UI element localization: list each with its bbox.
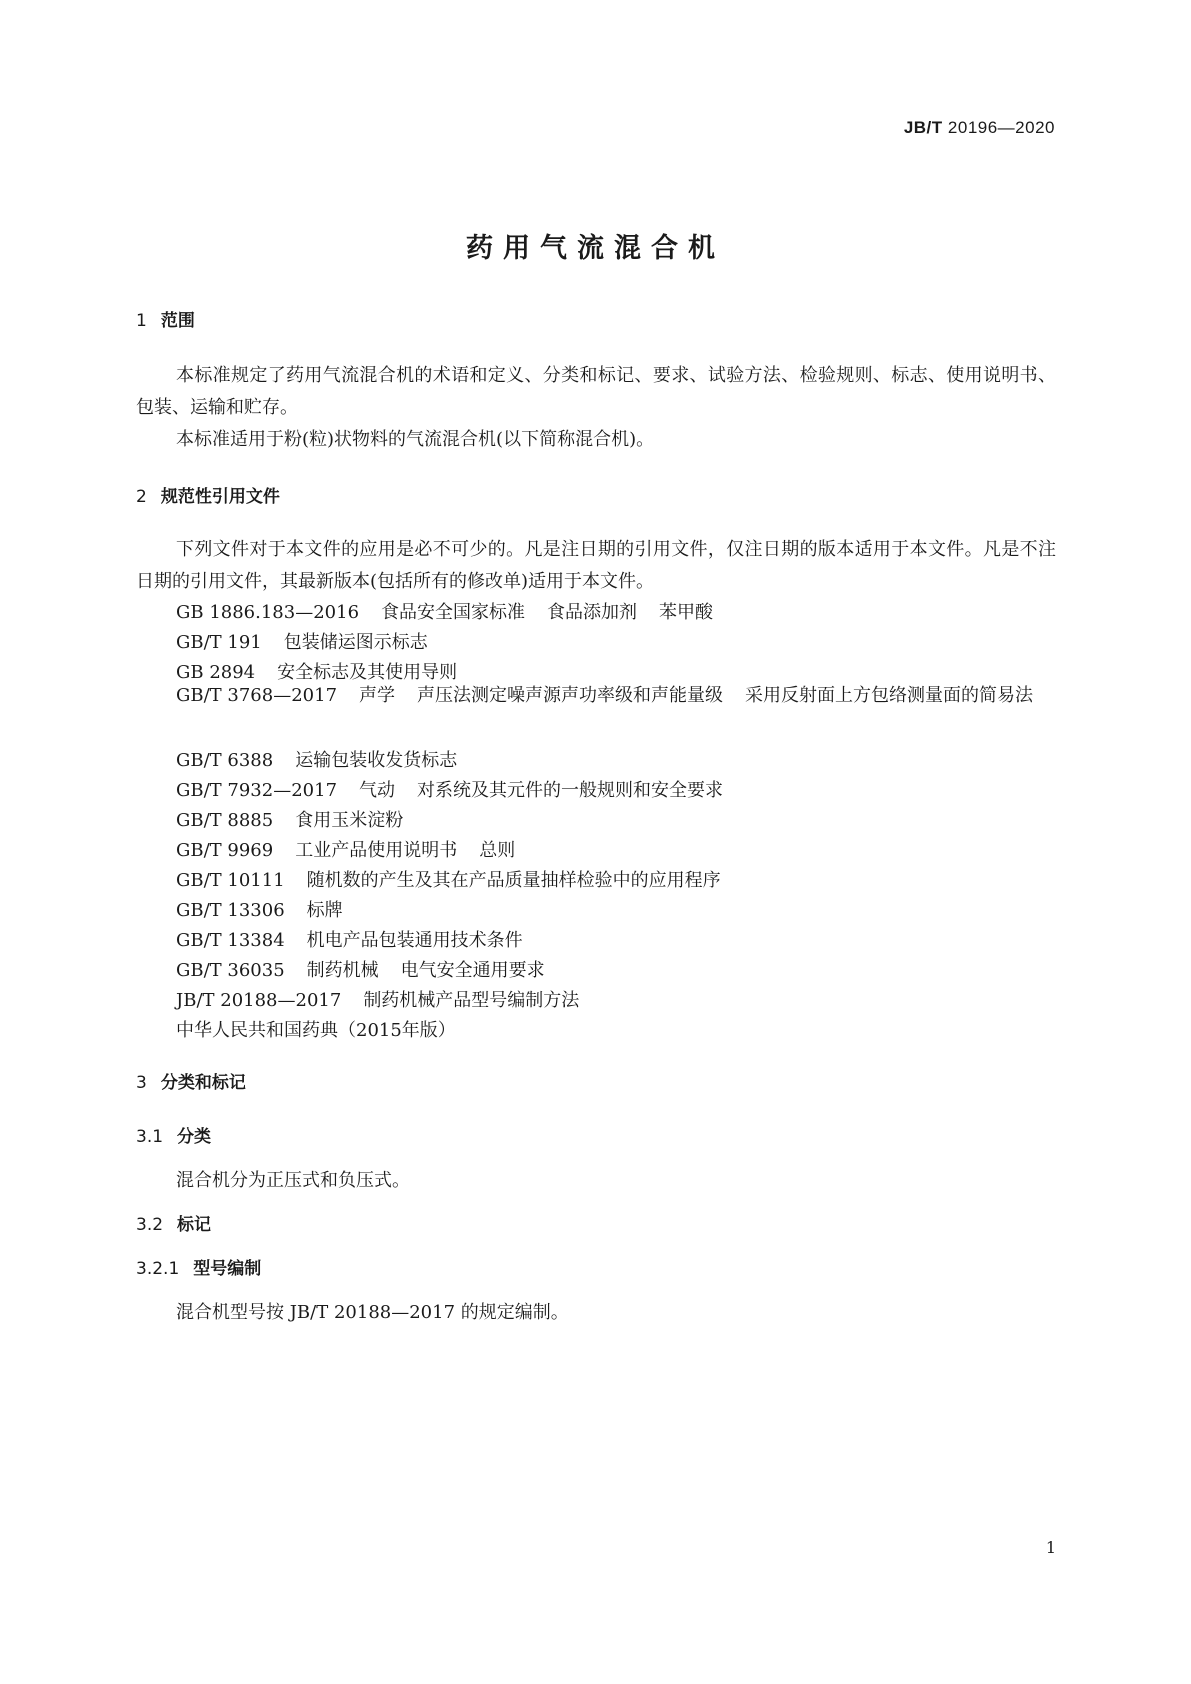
reference-item [176, 776, 723, 802]
reference-title: 总则 [479, 840, 516, 861]
reference-item [176, 806, 403, 832]
section-number: 3.2.1 [136, 1259, 180, 1279]
reference-code: GB/T 9969 [176, 840, 274, 861]
reference-title: 采用反射面上方包络测量面的简易法 [745, 685, 1034, 706]
standard-code-number: 20196—2020 [947, 118, 1055, 137]
reference-title: 苯甲酸 [659, 602, 714, 623]
reference-title: 标牌 [306, 900, 343, 921]
standard-code-prefix: JB/T [903, 118, 943, 137]
section-3-heading [136, 1068, 246, 1093]
reference-title: 制药机械产品型号编制方法 [363, 990, 580, 1011]
reference-item [176, 956, 545, 982]
reference-code: GB/T 8885 [176, 810, 274, 831]
reference-title: 对系统及其元件的一般规则和安全要求 [417, 780, 724, 801]
reference-title: 随机数的产生及其在产品质量抽样检验中的应用程序 [306, 870, 721, 891]
section-number: 3.1 [136, 1127, 164, 1147]
reference-code: GB/T 13306 [176, 900, 285, 921]
reference-item [176, 628, 428, 654]
document-title: 药用气流混合机 [466, 233, 725, 264]
reference-title: 工业产品使用说明书 [295, 840, 458, 861]
classification-text: 混合机分为正压式和负压式。 [176, 1170, 410, 1191]
section-3-1-heading [136, 1122, 211, 1147]
section-number: 2 [136, 487, 147, 507]
section-title: 分类 [177, 1127, 212, 1147]
section-3-2-heading [136, 1210, 211, 1235]
model-designation-text: 混合机型号按 JB/T 20188—2017 的规定编制。 [176, 1302, 569, 1323]
reference-item [176, 926, 523, 952]
reference-item [176, 836, 515, 862]
reference-title: 食品添加剂 [547, 602, 638, 623]
section-1-heading [136, 306, 195, 331]
reference-title: 食品安全国家标准 [381, 602, 526, 623]
section-title: 分类和标记 [160, 1073, 246, 1093]
page-number: 1 [1045, 1538, 1056, 1557]
reference-title: 声压法测定噪声源声功率级和声能量级 [417, 685, 724, 706]
reference-code: GB/T 36035 [176, 960, 285, 981]
references-intro: 下列文件对于本文件的应用是必不可少的。凡是注日期的引用文件，仅注日期的版本适用于本文件。凡是不注日期的引用文件，其最新版本(包括所有的修改单)适用于本文件。 [136, 539, 1056, 592]
reference-code: GB/T 7932—2017 [176, 780, 338, 801]
reference-title: 机电产品包装通用技术条件 [306, 930, 523, 951]
reference-item [176, 866, 721, 892]
reference-code: GB/T 6388 [176, 750, 274, 771]
reference-code: GB/T 191 [176, 632, 262, 653]
reference-item [176, 598, 713, 624]
reference-title: 安全标志及其使用导则 [277, 662, 458, 683]
section-3-2-1-heading [136, 1254, 261, 1279]
reference-item [176, 746, 457, 772]
reference-code: GB/T 10111 [176, 870, 285, 891]
reference-code: GB/T 13384 [176, 930, 285, 951]
section-number: 1 [136, 311, 147, 331]
reference-title: 气动 [359, 780, 396, 801]
reference-item-pharmacopoeia: 中华人民共和国药典（2015年版） [176, 1020, 456, 1041]
section-title: 型号编制 [193, 1259, 262, 1279]
reference-title: 包装储运图示标志 [283, 632, 428, 653]
reference-item [176, 986, 579, 1012]
section-title: 规范性引用文件 [160, 487, 280, 507]
section-number: 3 [136, 1073, 147, 1093]
section-2-heading [136, 482, 280, 507]
section-title: 标记 [177, 1215, 212, 1235]
reference-title: 制药机械 [306, 960, 379, 981]
section-title: 范围 [160, 311, 195, 331]
reference-title: 声学 [359, 685, 396, 706]
reference-code: GB 2894 [176, 662, 256, 683]
reference-title: 食用玉米淀粉 [295, 810, 404, 831]
reference-code: JB/T 20188—2017 [176, 990, 342, 1011]
scope-paragraph-2: 本标准适用于粉(粒)状物料的气流混合机(以下简称混合机)。 [176, 429, 655, 450]
standard-code [904, 118, 1055, 138]
reference-title: 运输包装收发货标志 [295, 750, 458, 771]
section-number: 3.2 [136, 1215, 164, 1235]
reference-item [176, 896, 343, 922]
reference-code: GB/T 3768—2017 [176, 685, 338, 706]
reference-item [136, 680, 1056, 712]
reference-code: GB 1886.183—2016 [176, 602, 360, 623]
scope-paragraph-1: 本标准规定了药用气流混合机的术语和定义、分类和标记、要求、试验方法、检验规则、标志、使用说明书、包装、运输和贮存。 [136, 365, 1056, 418]
reference-title: 电气安全通用要求 [400, 960, 545, 981]
